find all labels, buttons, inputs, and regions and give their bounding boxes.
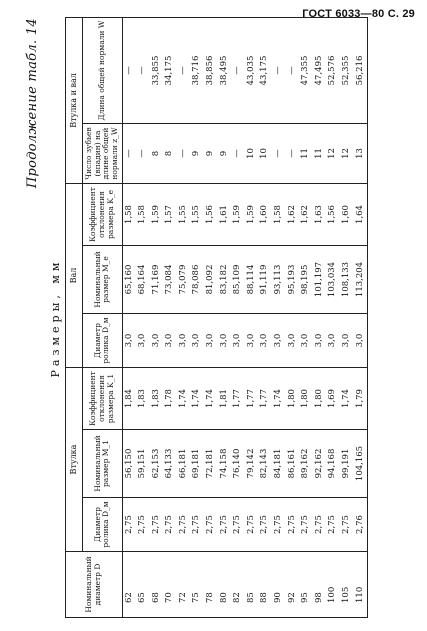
table-body [122,17,368,617]
table-cell: 3,0 [190,314,204,368]
table-cell: 78,086 [190,246,204,314]
header-shaft-roller-diameter: Диаметр ролика D_м [83,314,123,368]
table-cell: 12 [326,123,340,183]
header-group-hub: Втулка [66,368,83,552]
table-cell: 1,78 [163,368,177,430]
table-cell: 38,495 [218,17,232,123]
table-cell: 103,034 [326,246,340,314]
table-cell: 82 [231,552,245,618]
table-cell: 2,75 [136,498,150,552]
table-row [190,17,204,617]
table-cell: 3,0 [177,314,191,368]
table-cell: 68 [150,552,164,618]
table-cell: — [272,17,286,123]
table-cell: 1,55 [177,183,191,245]
table-cell: 78 [204,552,218,618]
table-row [136,17,150,617]
table-cell: 3,0 [163,314,177,368]
table-row [204,17,218,617]
table-cell: 65 [136,552,150,618]
table-cell: 3,0 [313,314,327,368]
table-cell: 8 [150,123,164,183]
table-row [177,17,191,617]
table-cell: — [272,123,286,183]
table-cell: 98 [313,552,327,618]
table-cell: 3,0 [136,314,150,368]
table-cell: 13 [354,123,368,183]
table-cell: 1,58 [272,183,286,245]
table-row [286,17,300,617]
table-cell: 101,197 [313,246,327,314]
table-cell: 3,0 [218,314,232,368]
table-cell: 75,079 [177,246,191,314]
table-cell: 1,74 [272,368,286,430]
header-shaft-nominal-size: Номинальный размер M_e [83,246,123,314]
table-cell: 79,142 [245,430,259,498]
table-cell: 2,75 [163,498,177,552]
table-cell: 1,79 [354,368,368,430]
table-cell: 56,150 [122,430,136,498]
table-cell: 10 [245,123,259,183]
table-cell: 1,74 [204,368,218,430]
table-cell: 10 [258,123,272,183]
table-cell: 1,58 [122,183,136,245]
table-cell: 95 [299,552,313,618]
table-row [258,17,272,617]
table-cell: 52,355 [340,17,354,123]
header-teeth-count: Число зубьев (впадин) на длине общей нормали z_W [83,123,123,183]
table-cell: 3,0 [326,314,340,368]
table-cell: 56,216 [354,17,368,123]
table-cell: 92 [286,552,300,618]
table-cell: — [286,123,300,183]
table-cell: 98,195 [299,246,313,314]
header-shaft-coefficient: Коэффициент отклонения размера K_e [83,183,123,245]
table-cell: 2,75 [286,498,300,552]
table-cell: 1,63 [313,183,327,245]
table-cell: 2,75 [150,498,164,552]
table-cell: 65,160 [122,246,136,314]
table-cell: 62,153 [150,430,164,498]
table-cell: 12 [340,123,354,183]
table-cell: 8 [163,123,177,183]
table-cell: 1,56 [326,183,340,245]
table-cell: 100 [326,552,340,618]
table-cell: 70 [163,552,177,618]
table-cell: 1,59 [150,183,164,245]
table-cell: 3,0 [231,314,245,368]
table-cell: 82,143 [258,430,272,498]
table-cell: 2,75 [272,498,286,552]
table-cell: 11 [299,123,313,183]
table-cell: 3,0 [258,314,272,368]
table-cell: 2,75 [177,498,191,552]
table-cell: 3,0 [204,314,218,368]
table-cell: 68,164 [136,246,150,314]
table-cell: 81,092 [204,246,218,314]
table-cell: 83,182 [218,246,232,314]
table-cell: 1,74 [177,368,191,430]
table-cell: 3,0 [340,314,354,368]
table-cell: 1,84 [122,368,136,430]
table-cell: 1,58 [136,183,150,245]
table-row [326,17,340,617]
page-header: ГОСТ 6033—80 С. 29 [302,8,415,20]
table-cell: 74,158 [218,430,232,498]
table-cell: 85,109 [231,246,245,314]
table-cell: 1,57 [163,183,177,245]
table-caption: Продолжение табл. 14 [25,18,40,189]
header-nominal-diameter: Номинальный диаметр D [66,552,123,618]
table-cell: 38,856 [204,17,218,123]
table-cell: 86,161 [286,430,300,498]
table-cell: 80 [218,552,232,618]
table-row [354,17,368,617]
header-hub-coefficient: Коэффициент отклонения размера K_1 [83,368,123,430]
table-cell: 3,0 [122,314,136,368]
table-cell: — [286,17,300,123]
table-cell: 2,75 [218,498,232,552]
table-cell: 71,169 [150,246,164,314]
table-row [313,17,327,617]
table-cell: 47,495 [313,17,327,123]
table-cell: 2,76 [354,498,368,552]
table-cell: 1,77 [245,368,259,430]
table-row [340,17,354,617]
table-cell: 43,175 [258,17,272,123]
table-cell: 88 [258,552,272,618]
header-common-normal: Длина общей нормали W [83,17,123,123]
table-row [272,17,286,617]
table-cell: 1,55 [190,183,204,245]
table-cell: 11 [313,123,327,183]
table-cell: 59,151 [136,430,150,498]
table-cell: 1,59 [245,183,259,245]
table-cell: 3,0 [245,314,259,368]
table-row [245,17,259,617]
table-cell: — [177,123,191,183]
table-cell: 1,74 [340,368,354,430]
table-cell: 110 [354,552,368,618]
table-cell: 3,0 [299,314,313,368]
table-cell: 38,716 [190,17,204,123]
table-cell: 1,60 [340,183,354,245]
table-cell: 84,181 [272,430,286,498]
table-cell: 1,80 [299,368,313,430]
table-cell: 73,084 [163,246,177,314]
table-cell: 62 [122,552,136,618]
table-cell: 93,113 [272,246,286,314]
table-cell: 3,0 [354,314,368,368]
table-row [122,17,136,617]
table-cell: 95,193 [286,246,300,314]
table-cell: 1,74 [190,368,204,430]
table-cell: 1,61 [218,183,232,245]
table-row [150,17,164,617]
table-cell: 1,62 [286,183,300,245]
table-cell: 9 [218,123,232,183]
table-cell: — [177,17,191,123]
table-cell: 9 [190,123,204,183]
table-cell: 2,75 [258,498,272,552]
table-cell: — [122,17,136,123]
table-row [163,17,177,617]
table-cell: 88,114 [245,246,259,314]
table-cell: 69,181 [190,430,204,498]
rotated-table-page [25,18,395,618]
table-cell: 113,204 [354,246,368,314]
header-hub-nominal-size: Номинальный размер M_1 [83,430,123,498]
table-cell: 2,75 [299,498,313,552]
table-cell: — [136,123,150,183]
table-cell: 3,0 [272,314,286,368]
dimensions-table [65,17,368,618]
table-cell: 91,119 [258,246,272,314]
table-cell: 92,162 [313,430,327,498]
table-cell: 2,75 [326,498,340,552]
table-cell: 2,75 [313,498,327,552]
table-cell: 90 [272,552,286,618]
table-cell: 1,80 [286,368,300,430]
table-cell: 1,81 [218,368,232,430]
table-cell: 2,75 [231,498,245,552]
table-cell: 99,191 [340,430,354,498]
table-cell: 89,162 [299,430,313,498]
table-cell: 108,133 [340,246,354,314]
table-cell: 1,62 [299,183,313,245]
table-cell: 3,0 [150,314,164,368]
table-cell: 1,64 [354,183,368,245]
table-cell: 72,181 [204,430,218,498]
table-cell: 1,83 [150,368,164,430]
table-row [218,17,232,617]
table-cell: 1,56 [204,183,218,245]
table-cell: 85 [245,552,259,618]
table-cell: 1,77 [231,368,245,430]
table-cell: 52,576 [326,17,340,123]
table-cell: 1,69 [326,368,340,430]
table-cell: 2,75 [245,498,259,552]
header-group-shaft: Вал [66,183,83,367]
table-cell: 1,83 [136,368,150,430]
table-cell: 3,0 [286,314,300,368]
table-cell: 47,355 [299,17,313,123]
header-hub-roller-diameter: Диаметр ролика D_м [83,498,123,552]
table-cell: 2,75 [340,498,354,552]
table-cell: 64,133 [163,430,177,498]
table-cell: 105 [340,552,354,618]
table-cell: 43,035 [245,17,259,123]
table-cell: — [136,17,150,123]
table-cell: 34,175 [163,17,177,123]
table-cell: — [122,123,136,183]
table-cell: — [231,17,245,123]
units-line: Размеры, мм [49,258,62,378]
table-cell: 2,75 [204,498,218,552]
table-cell: 33,855 [150,17,164,123]
table-cell: 66,181 [177,430,191,498]
table-cell: 94,168 [326,430,340,498]
table-cell: 2,75 [122,498,136,552]
table-cell: 1,80 [313,368,327,430]
table-cell: 72 [177,552,191,618]
table-cell: 1,59 [231,183,245,245]
table-cell: 1,77 [258,368,272,430]
table-row [231,17,245,617]
table-cell: 104,165 [354,430,368,498]
table-row [299,17,313,617]
table-cell: — [231,123,245,183]
table-cell: 76,140 [231,430,245,498]
header-group-hub-shaft: Втулка и вал [66,17,83,183]
table-cell: 9 [204,123,218,183]
table-cell: 1,60 [258,183,272,245]
table-cell: 2,75 [190,498,204,552]
table-cell: 75 [190,552,204,618]
